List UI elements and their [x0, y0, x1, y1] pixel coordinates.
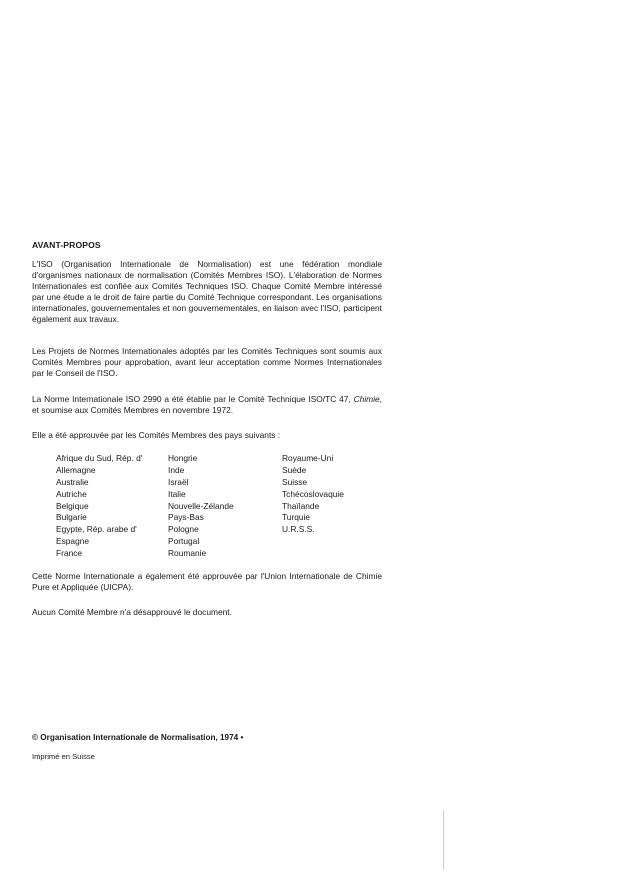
country-item: France — [56, 548, 83, 559]
country-item: Belgique — [56, 500, 89, 511]
copyright-notice: © Organisation Internationale de Normalisation, 1974 • — [32, 733, 244, 742]
scan-margin-line — [443, 810, 444, 870]
intro-paragraph: L'ISO (Organisation Internationale de Normalisation) est une fédération mondiale d'organismes nationaux de normalisation (Comités Membres ISO). L'élaboration de Normes Internationales est confiée aux Comités Techniques ISO. Chaque Comité Membre intéressé par une étude a le droit de faire partie du Comité Technique correspondant. Les organisations internationales, gouvernementales et non gouvernementales, en liaison avec l'ISO, participent également aux travaux. — [32, 259, 382, 324]
origin-text-after: , et soumise aux Comités Membres en novembre 1972. — [32, 394, 382, 415]
country-item: Afrique du Sud, Rép. d' — [56, 453, 143, 463]
country-item: Bulgarie — [56, 512, 87, 523]
country-item: Egypte, Rép. arabe d' — [56, 524, 137, 535]
country-item: Pologne — [168, 524, 199, 535]
approval-intro-paragraph: Elle a été approuvée par les Comités Membres des pays suivants : — [32, 430, 281, 440]
country-list-column-2 — [168, 453, 234, 560]
country-item: Espagne — [56, 536, 90, 547]
country-item: Suisse — [282, 476, 308, 487]
country-item: Hongrie — [168, 453, 198, 463]
approval-process-paragraph: Les Projets de Normes Internationales adoptés par les Comités Techniques sont soumis aux Comités Membres pour approbation, avant leur acceptation comme Normes Internationales par le Conseil de l'ISO. — [32, 346, 382, 378]
country-item: Suède — [282, 464, 307, 475]
standard-origin-paragraph — [32, 394, 382, 416]
country-item: Roumanie — [168, 548, 207, 559]
country-item: Portugal — [168, 536, 200, 547]
country-item: Tchécoslovaquie — [282, 488, 344, 499]
country-item: Inde — [168, 464, 185, 475]
origin-text-before: La Norme Internationale ISO 2990 a été établie par le Comité Technique ISO/TC 47, — [32, 394, 354, 404]
country-item: Australie — [56, 476, 89, 487]
country-item: Pays-Bas — [168, 512, 204, 523]
country-item: Thaïlande — [282, 500, 320, 511]
country-list-column-3 — [282, 453, 344, 536]
country-item: Israël — [168, 476, 189, 487]
country-item: Nouvelle-Zélande — [168, 500, 234, 511]
committee-name: Chimie — [353, 394, 380, 404]
country-item: Italie — [168, 488, 186, 499]
disapproval-paragraph: Aucun Comité Membre n'a désapprouvé le document. — [32, 607, 232, 617]
country-item: Allemagne — [56, 464, 96, 475]
country-item: Royaume-Uni — [282, 453, 334, 463]
country-item: Autriche — [56, 488, 87, 499]
country-item: Turquie — [282, 512, 311, 523]
country-list-column-1 — [56, 453, 142, 560]
uicpa-approval-paragraph: Cette Norme Internationale a également été approuvée par l'Union Internationale de Chimie Pure et Appliquée (UICPA). — [32, 571, 382, 592]
printed-in-note: Imprimé en Suisse — [32, 752, 95, 761]
country-item: U.R.S.S. — [282, 524, 315, 535]
section-heading: AVANT-PROPOS — [32, 240, 101, 250]
